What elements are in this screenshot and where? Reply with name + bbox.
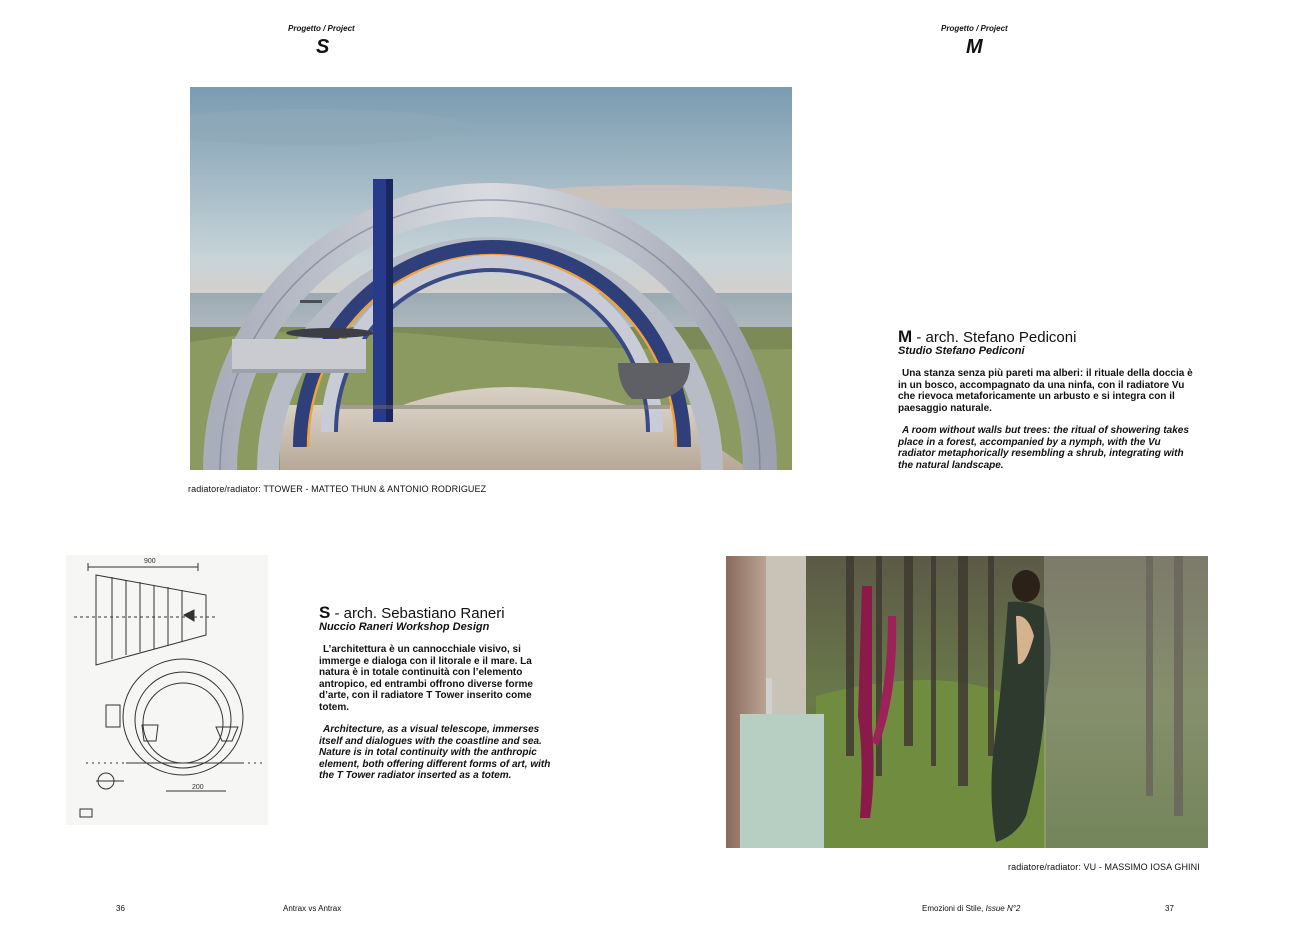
page-number-left: 36 [116,904,125,913]
project-s-studio: Nuccio Raneri Workshop Design [319,621,490,633]
project-m-letter: M [898,327,913,346]
footer-magazine-name: Emozioni di Stile, [922,904,984,913]
footer-title-left: Antrax vs Antrax [283,904,342,913]
footer-title-right [922,904,1020,913]
bottom-image-caption: radiatore/radiator: VU - MASSIMO IOSA GHINI [1008,862,1200,872]
project-m-title [898,327,1076,347]
project-s-title [319,603,505,623]
architectural-sketch [66,555,268,825]
project-m-architect: - arch. Stefano Pediconi [912,329,1077,346]
project-m-text-it: Una stanza senza più pareti ma alberi: il rituale della doccia è in un bosco, accompagnato da una ninfa, con il radiatore Vu che rievoca metaforicamente un arbusto e si integra con il paesaggio naturale. [898,368,1193,414]
project-m-studio: Studio Stefano Pediconi [898,345,1025,357]
project-s-text-en: Architecture, as a visual telescope, immerses itself and dialogues with the coastline and sea. Nature is in total continuity with the anthropic element, both offering different forms of art, with the T Tower radiator inserted as a totem. [319,724,551,781]
top-image-caption: radiatore/radiator: TTOWER - MATTEO THUN & ANTONIO RODRIGUEZ [188,484,487,494]
page-number-right: 37 [1165,904,1174,913]
footer-issue: Issue N°2 [985,904,1021,913]
project-letter-left: S [316,36,330,58]
project-label-left: Progetto / Project [288,24,355,33]
arch-render-image [190,87,792,470]
project-m-text-en: A room without walls but trees: the ritual of showering takes place in a forest, accompanied by a nymph, with the Vu radiator metaphorically resembling a shrub, integrating with the natural landscape. [898,425,1189,471]
project-label-right: Progetto / Project [941,24,1008,33]
project-letter-right: M [966,36,983,58]
sketch-dimension-top: 900 [144,558,156,565]
project-s-architect: - arch. Sebastiano Raneri [330,605,505,622]
project-s-letter: S [319,603,331,622]
forest-nymph-image [726,556,1208,848]
project-s-text-it: L’architettura è un cannocchiale visivo, si immerge e dialoga con il litorale e il mare. La natura è in totale continuità con l’elemento antropico, ed entrambi offrono diverse forme d’arte, con il radiatore T Tower inserito come totem. [319,644,533,713]
sketch-dimension-bottom: 200 [192,784,204,791]
